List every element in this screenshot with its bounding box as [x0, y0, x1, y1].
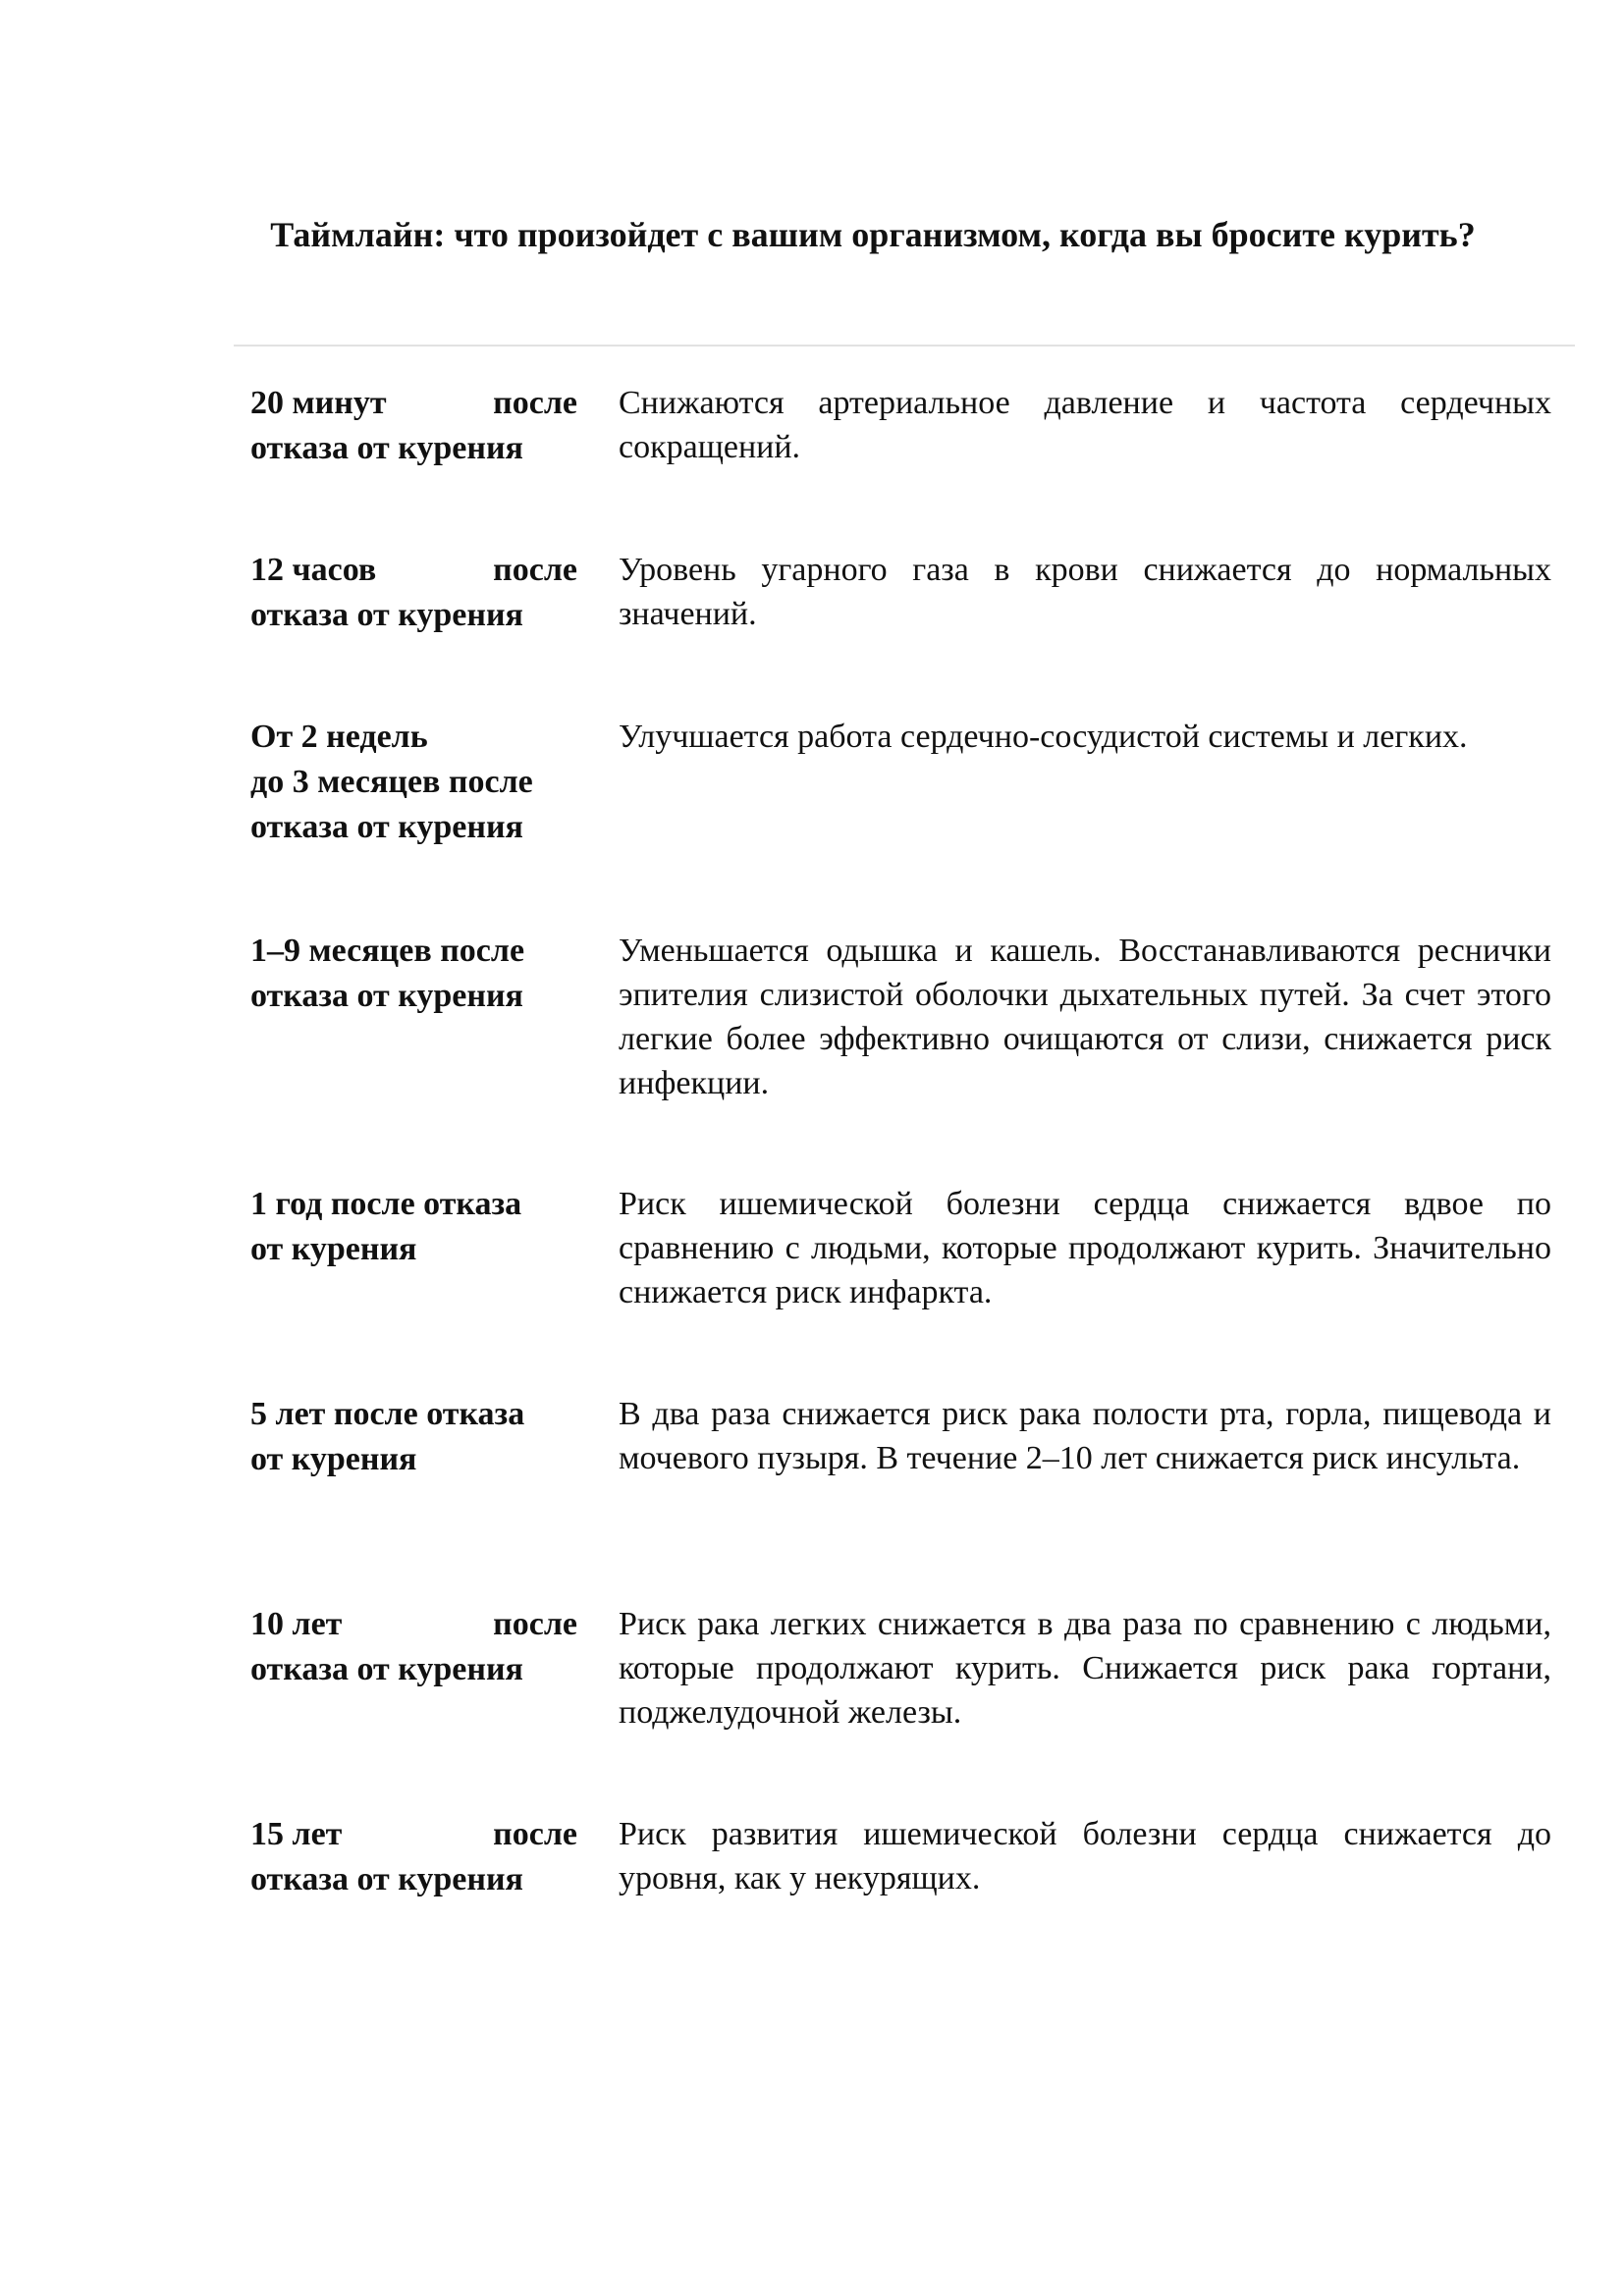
title-divider [234, 345, 1575, 347]
timeline-period [250, 548, 577, 638]
timeline-description: Уровень угарного газа в крови снижается до нормальных значений. [619, 552, 1551, 632]
period-text: отказа от курения [250, 978, 523, 1014]
timeline-row [250, 1392, 1551, 1482]
page-title: Таймлайн: что произойдет с вашим организмом, когда вы бросите курить? [270, 215, 1476, 254]
period-text: после [493, 552, 577, 588]
period-text: отказа от курения [250, 1651, 523, 1687]
timeline-row [250, 1182, 1551, 1314]
period-text: 1 год после отказа [250, 1186, 522, 1222]
timeline-period [250, 929, 577, 1019]
period-text: после [493, 1606, 577, 1642]
period-text: 1–9 месяцев после [250, 933, 525, 969]
timeline-row [250, 1812, 1551, 1902]
period-text: 10 лет [250, 1606, 343, 1642]
period-text: 12 часов [250, 552, 377, 588]
timeline-description: В два раза снижается риск рака полости рта, горла, пищевода и мочевого пузыря. В течение 2–10 лет снижается риск инсульта. [619, 1396, 1551, 1476]
timeline-row [250, 548, 1551, 638]
period-text: до 3 месяцев после [250, 764, 533, 800]
timeline-description: Уменьшается одышка и кашель. Восстанавливаются реснички эпителия слизистой оболочки дыхательных путей. За счет этого легкие более эффективно очищаются от слизи, снижается риск инфекции. [619, 933, 1551, 1101]
timeline-period [250, 715, 577, 850]
timeline-period [250, 1182, 577, 1272]
period-text: после [493, 1816, 577, 1852]
timeline-row [250, 929, 1551, 1105]
period-text: от курения [250, 1231, 417, 1267]
timeline-description: Снижаются артериальное давление и частота сердечных сокращений. [619, 385, 1551, 465]
timeline-period [250, 1812, 577, 1902]
timeline-row [250, 1602, 1551, 1735]
period-text: 20 минут [250, 385, 387, 421]
period-text: отказа от курения [250, 430, 523, 466]
period-text: отказа от курения [250, 1861, 523, 1897]
period-text: отказа от курения [250, 809, 523, 845]
period-text: отказа от курения [250, 597, 523, 633]
period-text: от курения [250, 1441, 417, 1477]
timeline-row [250, 381, 1551, 471]
timeline-description: Риск ишемической болезни сердца снижается вдвое по сравнению с людьми, которые продолжают курить. Значительно снижается риск инфаркта. [619, 1186, 1551, 1310]
timeline-period [250, 381, 577, 471]
period-text: после [493, 385, 577, 421]
timeline-description: Риск рака легких снижается в два раза по сравнению с людьми, которые продолжают курить. Снижается риск рака гортани, поджелудочной железы. [619, 1606, 1551, 1731]
timeline-description: Риск развития ишемической болезни сердца снижается до уровня, как у некурящих. [619, 1816, 1551, 1896]
timeline-period [250, 1392, 577, 1482]
timeline-row [250, 715, 1551, 850]
period-text: От 2 недель [250, 719, 428, 755]
timeline-description: Улучшается работа сердечно-сосудистой системы и легких. [619, 719, 1468, 755]
period-text: 15 лет [250, 1816, 343, 1852]
timeline-period [250, 1602, 577, 1692]
period-text: 5 лет после отказа [250, 1396, 525, 1432]
